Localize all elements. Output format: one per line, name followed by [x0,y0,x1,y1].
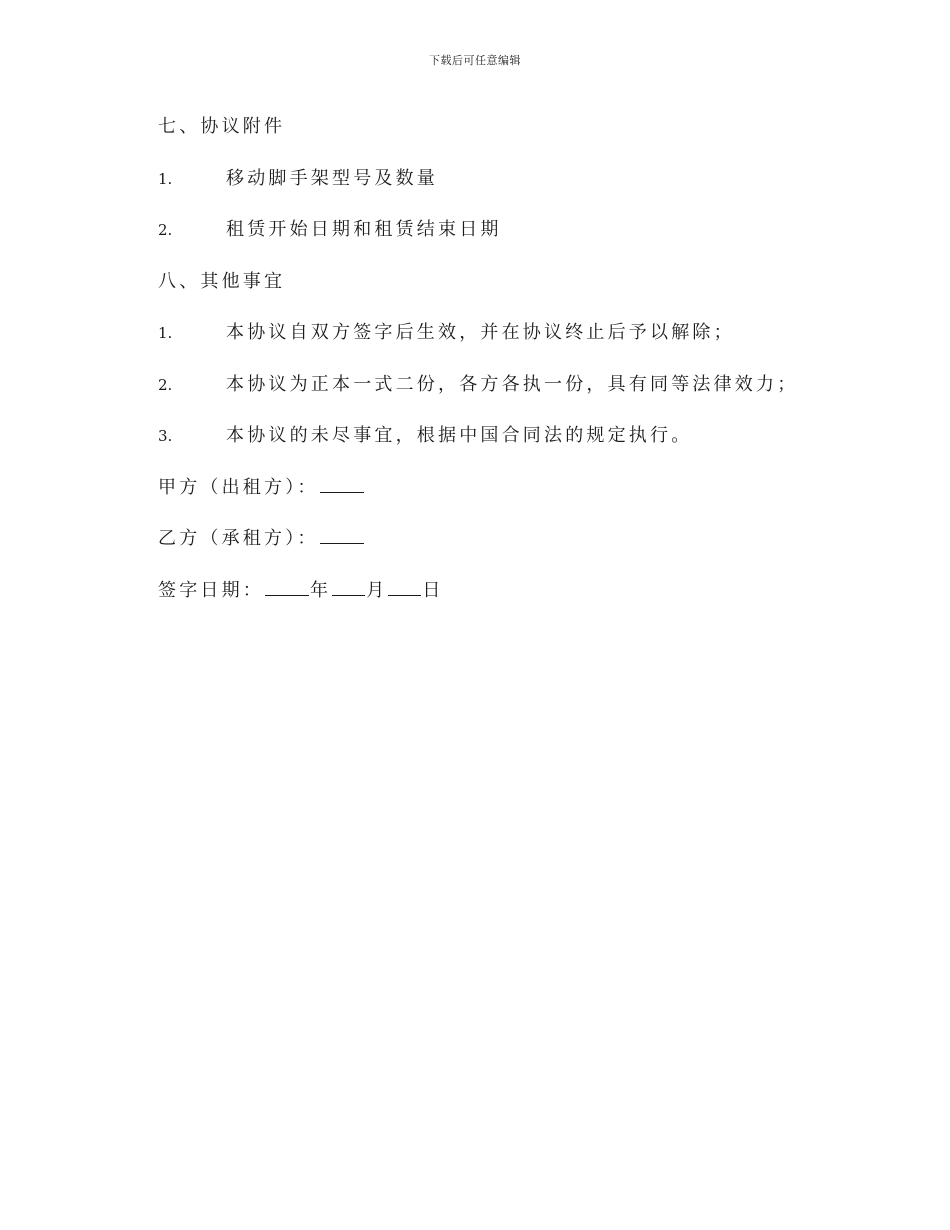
list-item-text: 移动脚手架型号及数量 [226,167,438,189]
list-item [158,421,858,473]
list-item-number: 1. [158,324,173,342]
list-item-number: 1. [158,169,173,188]
list-item-number: 2. [158,375,173,394]
party-b-signature-line [158,524,858,576]
list-item-text: 租赁开始日期和租赁结束日期 [226,219,502,240]
page-header: 下载后可任意编辑 [429,54,521,67]
year-blank [265,577,309,596]
day-unit: 日 [422,579,444,601]
section-heading-other-matters: 八、其他事宜 [158,270,286,292]
list-item [158,318,858,370]
party-b-label: 乙方（承租方）： [158,528,319,549]
list-item-text: 本协议为正本一式二份，各方各执一份，具有同等法律效力； [226,373,799,395]
list-item-number: 2. [158,221,173,239]
year-unit: 年 [310,579,332,601]
month-blank [332,577,365,596]
list-item [158,164,858,216]
day-blank [388,577,421,596]
date-label: 签字日期： [158,579,264,601]
list-item [158,370,858,422]
list-item-text: 本协议的未尽事宜，根据中国合同法的规定执行。 [226,425,693,446]
month-unit: 月 [366,579,388,601]
signing-date-line [158,576,858,628]
list-item-number: 3. [158,427,173,445]
list-item-text: 本协议自双方签字后生效，并在协议终止后予以解除； [226,322,735,343]
party-a-label: 甲方（出租方）： [158,476,319,498]
party-a-signature-line [158,473,858,525]
list-item [158,215,858,267]
document-body [158,112,858,627]
party-a-signature-blank [320,474,364,493]
party-b-signature-blank [320,525,364,544]
section-heading-attachments: 七、协议附件 [158,116,286,137]
